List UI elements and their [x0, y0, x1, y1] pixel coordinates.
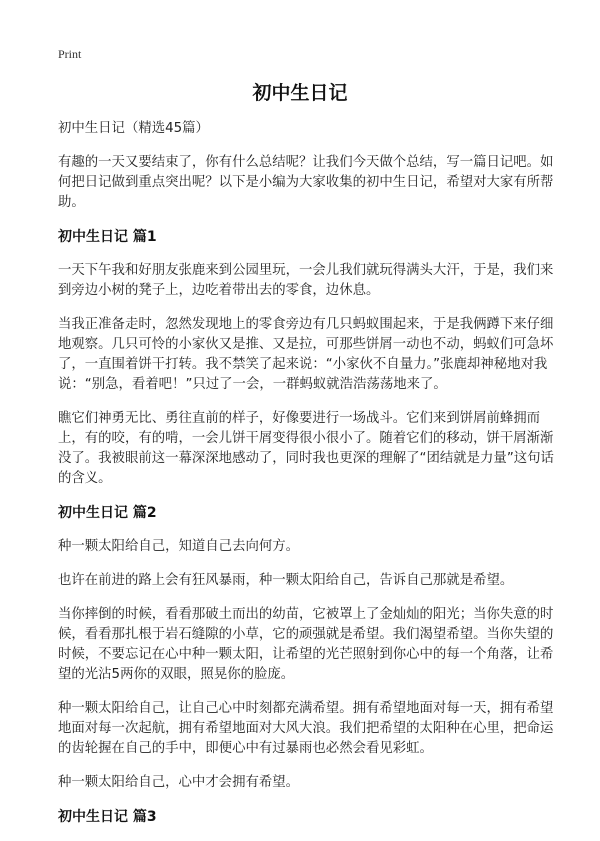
intro-paragraph: 有趣的一天又要结束了，你有什么总结呢？让我们今天做个总结，写一篇日记吧。如何把日记做到重点突出呢？以下是小编为大家收集的初中生日记，希望对大家有所帮助。 — [58, 155, 554, 210]
article-subtitle: 初中生日记（精选45篇） — [58, 121, 209, 136]
section-heading-2: 初中生日记 篇2 — [58, 505, 157, 521]
paragraph: 种一颗太阳给自己，心中才会拥有希望。 — [58, 775, 300, 790]
article-body — [58, 119, 554, 841]
section-heading-3: 初中生日记 篇3 — [58, 809, 157, 825]
print-label[interactable]: Print — [58, 47, 82, 61]
paragraph: 种一颗太阳给自己，让自己心中时刻都充满希望。拥有希望地面对每一天，拥有希望地面对每一次起航，拥有希望地面对大风大浪。我们把希望的太阳种在心里，把命运的齿轮握在自己的手中，即便心中有过暴雨也必然会看见彩虹。 — [58, 701, 554, 756]
paragraph: 当你摔倒的时候，看看那破土而出的幼苗，它被罩上了金灿灿的阳光；当你失意的时候，看看那扎根于岩石缝隙的小草，它的顽强就是希望。我们渴望希望。当你失望的时候，不要忘记在心中种一颗太阳，让希望的光芒照射到你心中的每一个角落，让希望的光沾5两你的双眼，照晃你的脸庞。 — [58, 607, 554, 682]
page-title: 初中生日记 — [252, 82, 348, 104]
paragraph: 一天下午我和好朋友张鹿来到公园里玩，一会儿我们就玩得满头大汗，于是，我们来到旁边小树的凳子上，边吃着带出去的零食，边休息。 — [58, 263, 554, 298]
section-heading-1: 初中生日记 篇1 — [58, 229, 157, 245]
paragraph: 当我正准备走时，忽然发现地上的零食旁边有几只蚂蚁围起来，于是我俩蹲下来仔细地观察。几只可怜的小家伙又是推、又是拉，可那些饼屑一动也不动，蚂蚁们可急坏了，一直围着饼干打转。我不禁笑了起来说：“小家伙不自量力。”张鹿却神秘地对我说：“别急，看着吧！”只过了一会，一群蚂蚁就浩浩荡荡地来了。 — [58, 317, 554, 392]
paragraph: 瞧它们神勇无比、勇往直前的样子，好像要进行一场战斗。它们来到饼屑前蜂拥而上，有的咬，有的啃，一会儿饼干屑变得很小很小了。随着它们的移动，饼干屑渐渐没了。我被眼前这一幕深深地感动了，同时我也更深的理解了“团结就是力量”这句话的含义。 — [58, 411, 554, 486]
paragraph: 也许在前进的路上会有狂风暴雨，种一颗太阳给自己，告诉自己那就是希望。 — [58, 573, 514, 588]
paragraph: 种一颗太阳给自己，知道自己去向何方。 — [58, 539, 300, 554]
